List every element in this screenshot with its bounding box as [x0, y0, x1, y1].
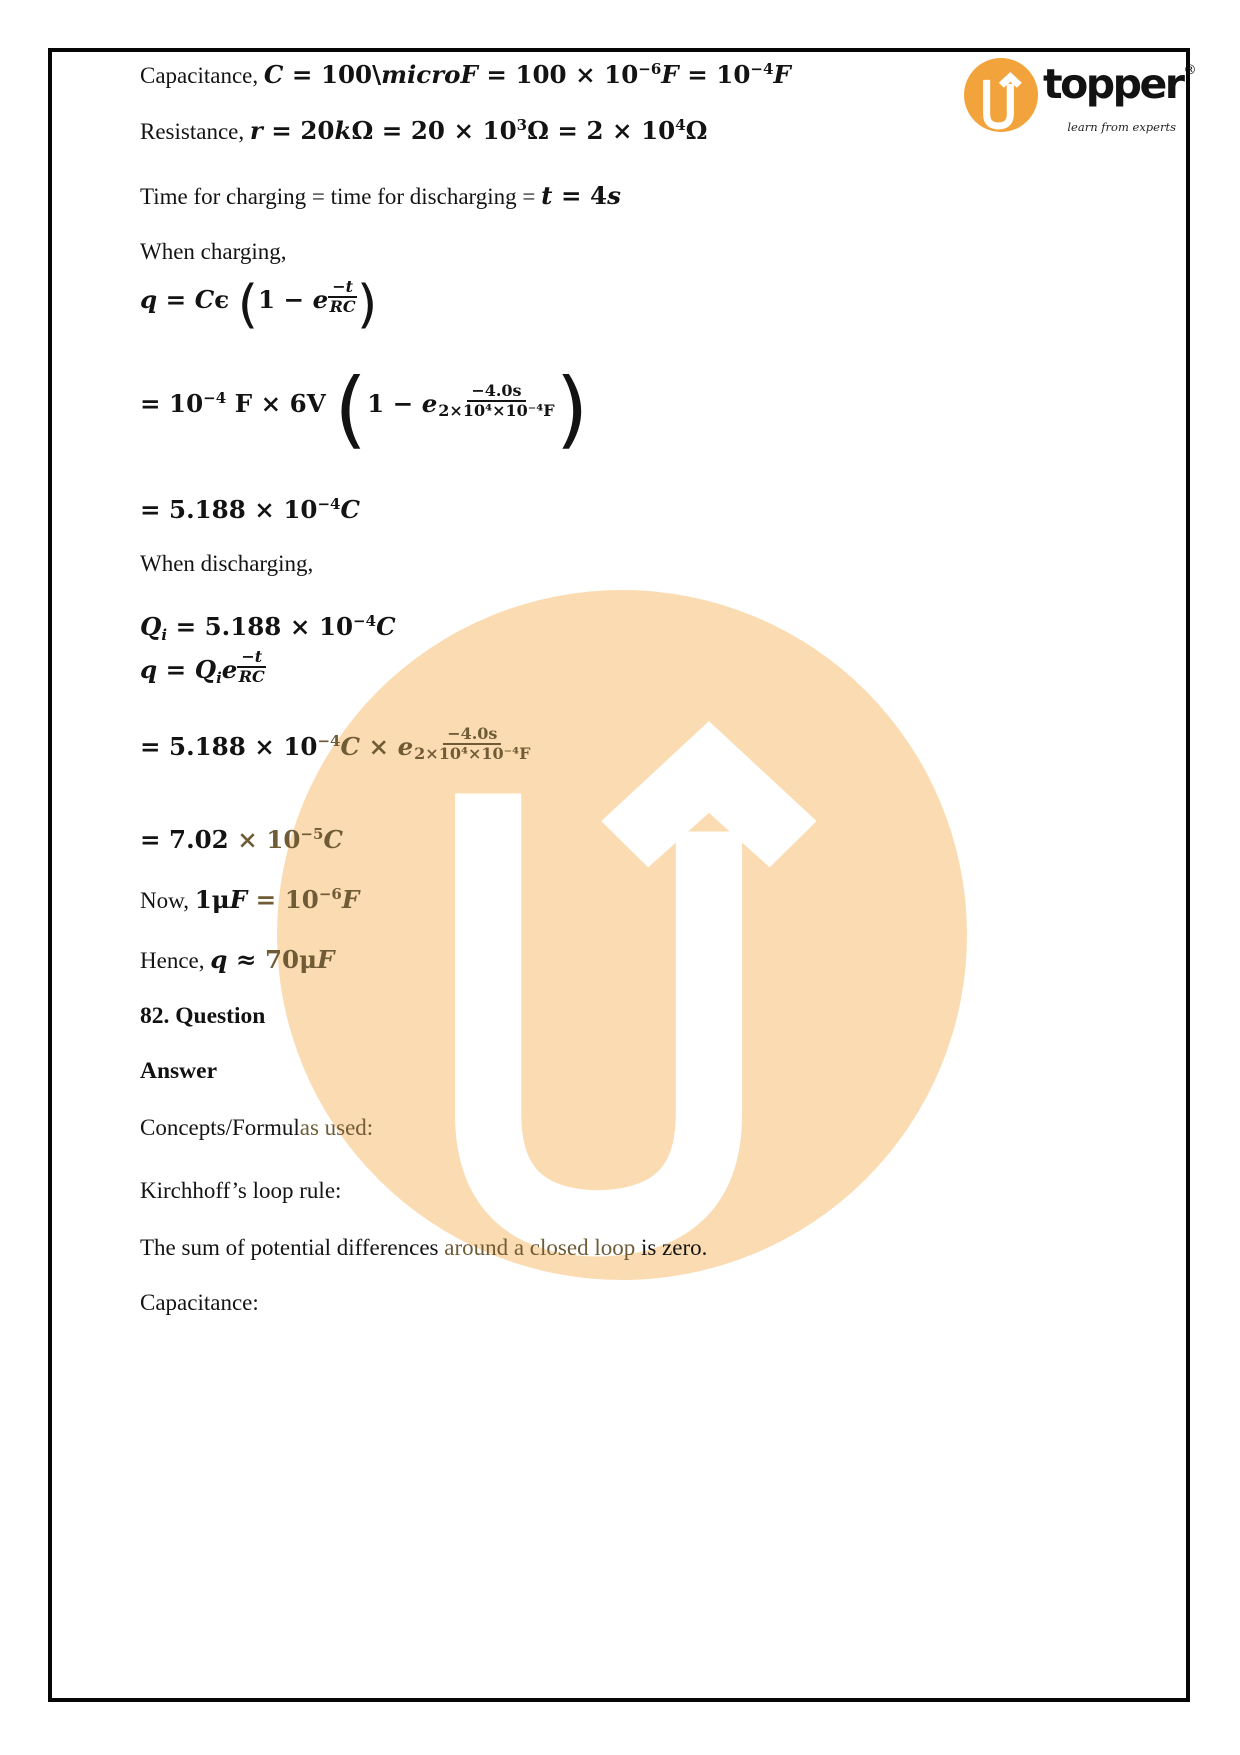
stacked-exponent: $\frac{-t}{RC}$ — [238, 647, 265, 687]
text-token: q — [140, 655, 158, 684]
text-token: ( — [334, 360, 368, 458]
equation-line — [140, 275, 378, 335]
text-line — [140, 116, 707, 147]
brand-wordmark: topper — [1043, 60, 1183, 108]
text-token: C — [194, 285, 215, 314]
text-token: e — [312, 285, 329, 314]
text-token: = 5.188 × 10 — [140, 495, 318, 524]
text-token: −4 — [317, 495, 341, 513]
brand-logo — [948, 56, 1197, 152]
text-token: 1μ — [194, 885, 230, 914]
text-token: = 10 — [140, 389, 204, 418]
u-arrow-icon — [964, 58, 1038, 132]
text-token: F — [773, 60, 791, 89]
text-token: Answer — [140, 1058, 218, 1084]
text-token: = 7.02 — [140, 825, 238, 854]
stacked-exponent: $\frac{-4.0s}{\text{2×10⁴×10⁻⁴F}}$ — [438, 381, 555, 421]
text-token: e — [397, 732, 414, 761]
text-token: 70μ — [264, 945, 318, 974]
text-token: When discharging, — [140, 551, 314, 576]
text-token: Concepts/Formul — [140, 1115, 300, 1140]
text-token: q — [140, 285, 158, 314]
equation-line — [140, 825, 343, 856]
text-token: = 5.188 × 10 — [140, 732, 318, 761]
text-token: 82. Question — [140, 1003, 266, 1029]
text-token: F — [317, 945, 335, 974]
text-token: Ω = 20 × 10 — [351, 116, 517, 145]
text-token: 3 — [516, 116, 528, 134]
text-line — [140, 238, 286, 267]
text-token: = 10 — [247, 885, 319, 914]
text-token: = 100 × 10 — [477, 60, 639, 89]
equation-line — [140, 612, 396, 645]
text-token: −4 — [353, 612, 377, 630]
text-token: C — [340, 732, 360, 761]
equation-line — [140, 885, 359, 916]
text-token: 1 − — [367, 389, 422, 418]
text-token: F — [341, 885, 360, 914]
text-token: Capacitance: — [140, 1290, 259, 1315]
text-token: i — [161, 626, 168, 644]
text-token: ≈ — [227, 945, 265, 974]
text-token: F — [229, 885, 248, 914]
text-line — [140, 181, 621, 212]
text-line — [140, 1234, 707, 1263]
text-token: ) — [555, 360, 589, 458]
text-line — [140, 1114, 373, 1143]
registered-trademark: ® — [1183, 63, 1197, 78]
text-line — [140, 550, 313, 579]
text-token: = 5.188 × 10 — [167, 612, 354, 641]
text-token: F × 6V — [226, 389, 335, 418]
stacked-exponent: $\frac{-4.0s}{\text{2×10⁴×10⁻⁴F}}$ — [414, 724, 531, 764]
equation-line — [140, 495, 360, 526]
text-token: Q — [140, 612, 162, 641]
text-token: C — [376, 612, 396, 641]
text-token: = — [157, 655, 195, 684]
text-token: microF — [381, 60, 478, 89]
text-token: C — [263, 60, 284, 89]
text-token: e — [421, 389, 438, 418]
text-line — [140, 1289, 259, 1318]
text-token: i — [216, 669, 222, 687]
text-token: F — [661, 60, 679, 89]
text-token: = 100\ — [283, 60, 382, 89]
text-token: k — [334, 116, 352, 145]
text-token: = 20 — [262, 116, 335, 145]
text-token: The sum of potential differences — [140, 1235, 445, 1260]
text-token: 4 — [675, 116, 686, 134]
text-token: = 10 — [678, 60, 751, 89]
text-token: −4 — [203, 389, 227, 407]
text-token: Time for charging = time for discharging = — [140, 184, 542, 209]
text-token: ) — [357, 275, 378, 335]
text-token: −6 — [638, 60, 662, 78]
text-token: q — [210, 945, 228, 974]
text-token: −4 — [750, 60, 774, 78]
text-token: 1 − — [257, 285, 313, 314]
brand-name — [1043, 60, 1196, 108]
equation-line — [140, 648, 266, 688]
text-token: Now, — [140, 888, 195, 913]
text-token: Hence, — [140, 948, 211, 973]
text-token: Ω — [685, 116, 708, 145]
stacked-exponent: $\frac{-t}{RC}$ — [329, 277, 356, 317]
text-token: = — [157, 285, 195, 314]
text-line — [140, 1177, 341, 1206]
text-token: Kirchhoff’s loop rule: — [140, 1178, 342, 1203]
text-token: is zero. — [635, 1235, 708, 1260]
text-token: Resistance, — [140, 119, 250, 144]
text-token: −4 — [317, 732, 341, 750]
text-token: C — [340, 495, 360, 524]
text-token: = 4 — [552, 181, 608, 210]
text-token: Ω = 2 × 10 — [527, 116, 676, 145]
equation-line — [140, 725, 531, 764]
text-token: Q — [194, 655, 217, 684]
text-token: When charging, — [140, 239, 287, 264]
text-token: × — [359, 732, 398, 761]
text-token: around a closed loop — [444, 1235, 636, 1260]
equation-line — [140, 360, 589, 458]
section-heading — [140, 1057, 217, 1086]
text-token: Capacitance, — [140, 63, 264, 88]
brand-tagline: learn from experts — [1067, 120, 1176, 134]
text-token: s — [607, 181, 621, 210]
text-token: ( — [237, 275, 258, 335]
text-token: −6 — [318, 885, 342, 903]
text-token: × 10 — [237, 825, 301, 854]
text-token: as used: — [299, 1115, 374, 1140]
text-token: ϵ — [214, 285, 238, 314]
text-token: r — [249, 116, 263, 145]
section-heading — [140, 1002, 265, 1031]
text-token: t — [541, 181, 553, 210]
text-token: C — [323, 825, 343, 854]
text-token: −5 — [300, 825, 324, 843]
equation-line — [140, 945, 334, 976]
text-line — [140, 60, 791, 91]
text-token: e — [221, 655, 238, 684]
